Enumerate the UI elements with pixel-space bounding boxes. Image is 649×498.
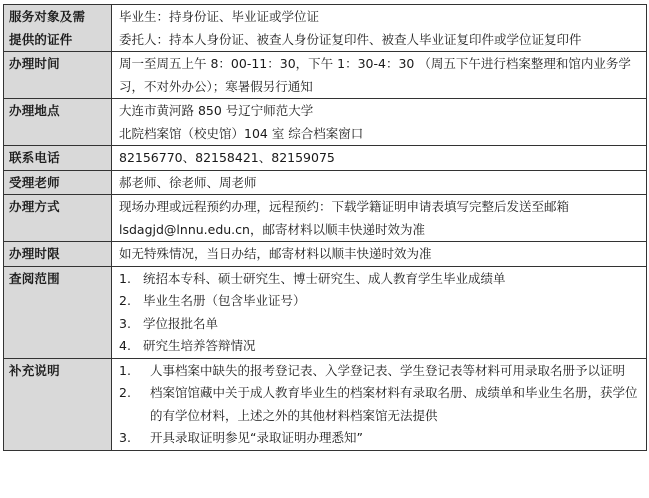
service-info-table bbox=[3, 4, 647, 451]
content-notes bbox=[112, 358, 647, 450]
scope-item-text: 统招本专科、硕士研究生、博士研究生、成人教育学生毕业成绩单 bbox=[143, 270, 506, 286]
method-line-2: lsdagjd@lnnu.edu.cn，邮寄材料以顺丰快递时效为准 bbox=[119, 221, 425, 237]
row-scope bbox=[4, 266, 647, 358]
content-location bbox=[112, 99, 647, 146]
label-phone: 联系电话 bbox=[4, 146, 112, 171]
location-line-2: 北院档案馆（校史馆）104 室 综合档案窗口 bbox=[119, 125, 364, 141]
method-line-1: 现场办理或远程预约办理，远程预约：下载学籍证明申请表填写完整后发送至邮箱 bbox=[119, 199, 570, 214]
scope-item-text: 学位报批名单 bbox=[143, 315, 219, 331]
certificates-graduate-text: 毕业生：持身份证、毕业证或学位证 bbox=[119, 9, 320, 24]
notes-item bbox=[119, 427, 642, 450]
row-notes bbox=[4, 358, 647, 450]
notes-item-text: 人事档案中缺失的报考登记表、入学登记表、学生登记表等材料可用录取名册予以证明 bbox=[150, 362, 626, 378]
label-hours: 办理时间 bbox=[4, 52, 112, 99]
row-hours bbox=[4, 52, 647, 99]
label-certificates-line-2: 提供的证件 bbox=[9, 31, 73, 47]
notes-item bbox=[119, 360, 642, 383]
content-staff bbox=[112, 170, 647, 195]
row-staff bbox=[4, 170, 647, 195]
time-limit-text: 如无特殊情况，当日办结，邮寄材料以顺丰快递时效为准 bbox=[119, 246, 432, 261]
label-time-limit: 办理时限 bbox=[4, 242, 112, 267]
label-certificates bbox=[4, 5, 112, 52]
row-time-limit bbox=[4, 242, 647, 267]
label-method: 办理方式 bbox=[4, 195, 112, 242]
scope-item-number: 1. bbox=[119, 270, 131, 286]
content-time-limit bbox=[112, 242, 647, 267]
scope-item bbox=[119, 268, 642, 291]
row-phone bbox=[4, 146, 647, 171]
notes-item-text: 档案馆馆藏中关于成人教育毕业生的档案材料有录取名册、成绩单和毕业生名册，获学位的有学位材料，上述之外的其他材料档案馆无法提供 bbox=[150, 385, 638, 423]
scope-item-number: 4. bbox=[119, 338, 131, 353]
label-scope: 查阅范围 bbox=[4, 266, 112, 358]
notes-item bbox=[119, 382, 642, 427]
scope-item bbox=[119, 290, 642, 313]
scope-item-number: 2. bbox=[119, 293, 131, 308]
notes-item-number: 3. bbox=[119, 430, 131, 445]
row-location bbox=[4, 99, 647, 146]
phone-numbers: 82156770、82158421、82159075 bbox=[119, 150, 335, 165]
row-certificates bbox=[4, 5, 647, 52]
notes-item-number: 2. bbox=[119, 385, 131, 400]
label-certificates-line-1: 服务对象及需 bbox=[9, 9, 86, 24]
scope-item bbox=[119, 335, 642, 358]
content-method bbox=[112, 195, 647, 242]
scope-item-number: 3. bbox=[119, 315, 131, 331]
content-certificates bbox=[112, 5, 647, 52]
scope-item-text: 毕业生名册（包含毕业证号） bbox=[143, 293, 306, 308]
notes-item-number: 1. bbox=[119, 362, 131, 378]
hours-text: 周一至周五上午 8：00-11：30，下午 1：30-4：30 （周五下午进行档案整理和馆内业务学习，不对外办公）；寒暑假另行通知 bbox=[119, 56, 631, 94]
location-line-1: 大连市黄河路 850 号辽宁师范大学 bbox=[119, 103, 314, 118]
scope-item-text: 研究生培养答辩情况 bbox=[143, 338, 256, 353]
row-method bbox=[4, 195, 647, 242]
label-location: 办理地点 bbox=[4, 99, 112, 146]
content-phone bbox=[112, 146, 647, 171]
content-hours bbox=[112, 52, 647, 99]
scope-item bbox=[119, 313, 642, 336]
staff-names: 郝老师、徐老师、周老师 bbox=[119, 174, 257, 190]
notes-item-text: 开具录取证明参见“录取证明办理悉知” bbox=[150, 430, 363, 445]
certificates-agent-text: 委托人：持本人身份证、被查人身份证复印件、被查人毕业证复印件或学位证复印件 bbox=[119, 31, 582, 47]
content-scope bbox=[112, 266, 647, 358]
label-staff: 受理老师 bbox=[4, 170, 112, 195]
label-notes: 补充说明 bbox=[4, 358, 112, 450]
